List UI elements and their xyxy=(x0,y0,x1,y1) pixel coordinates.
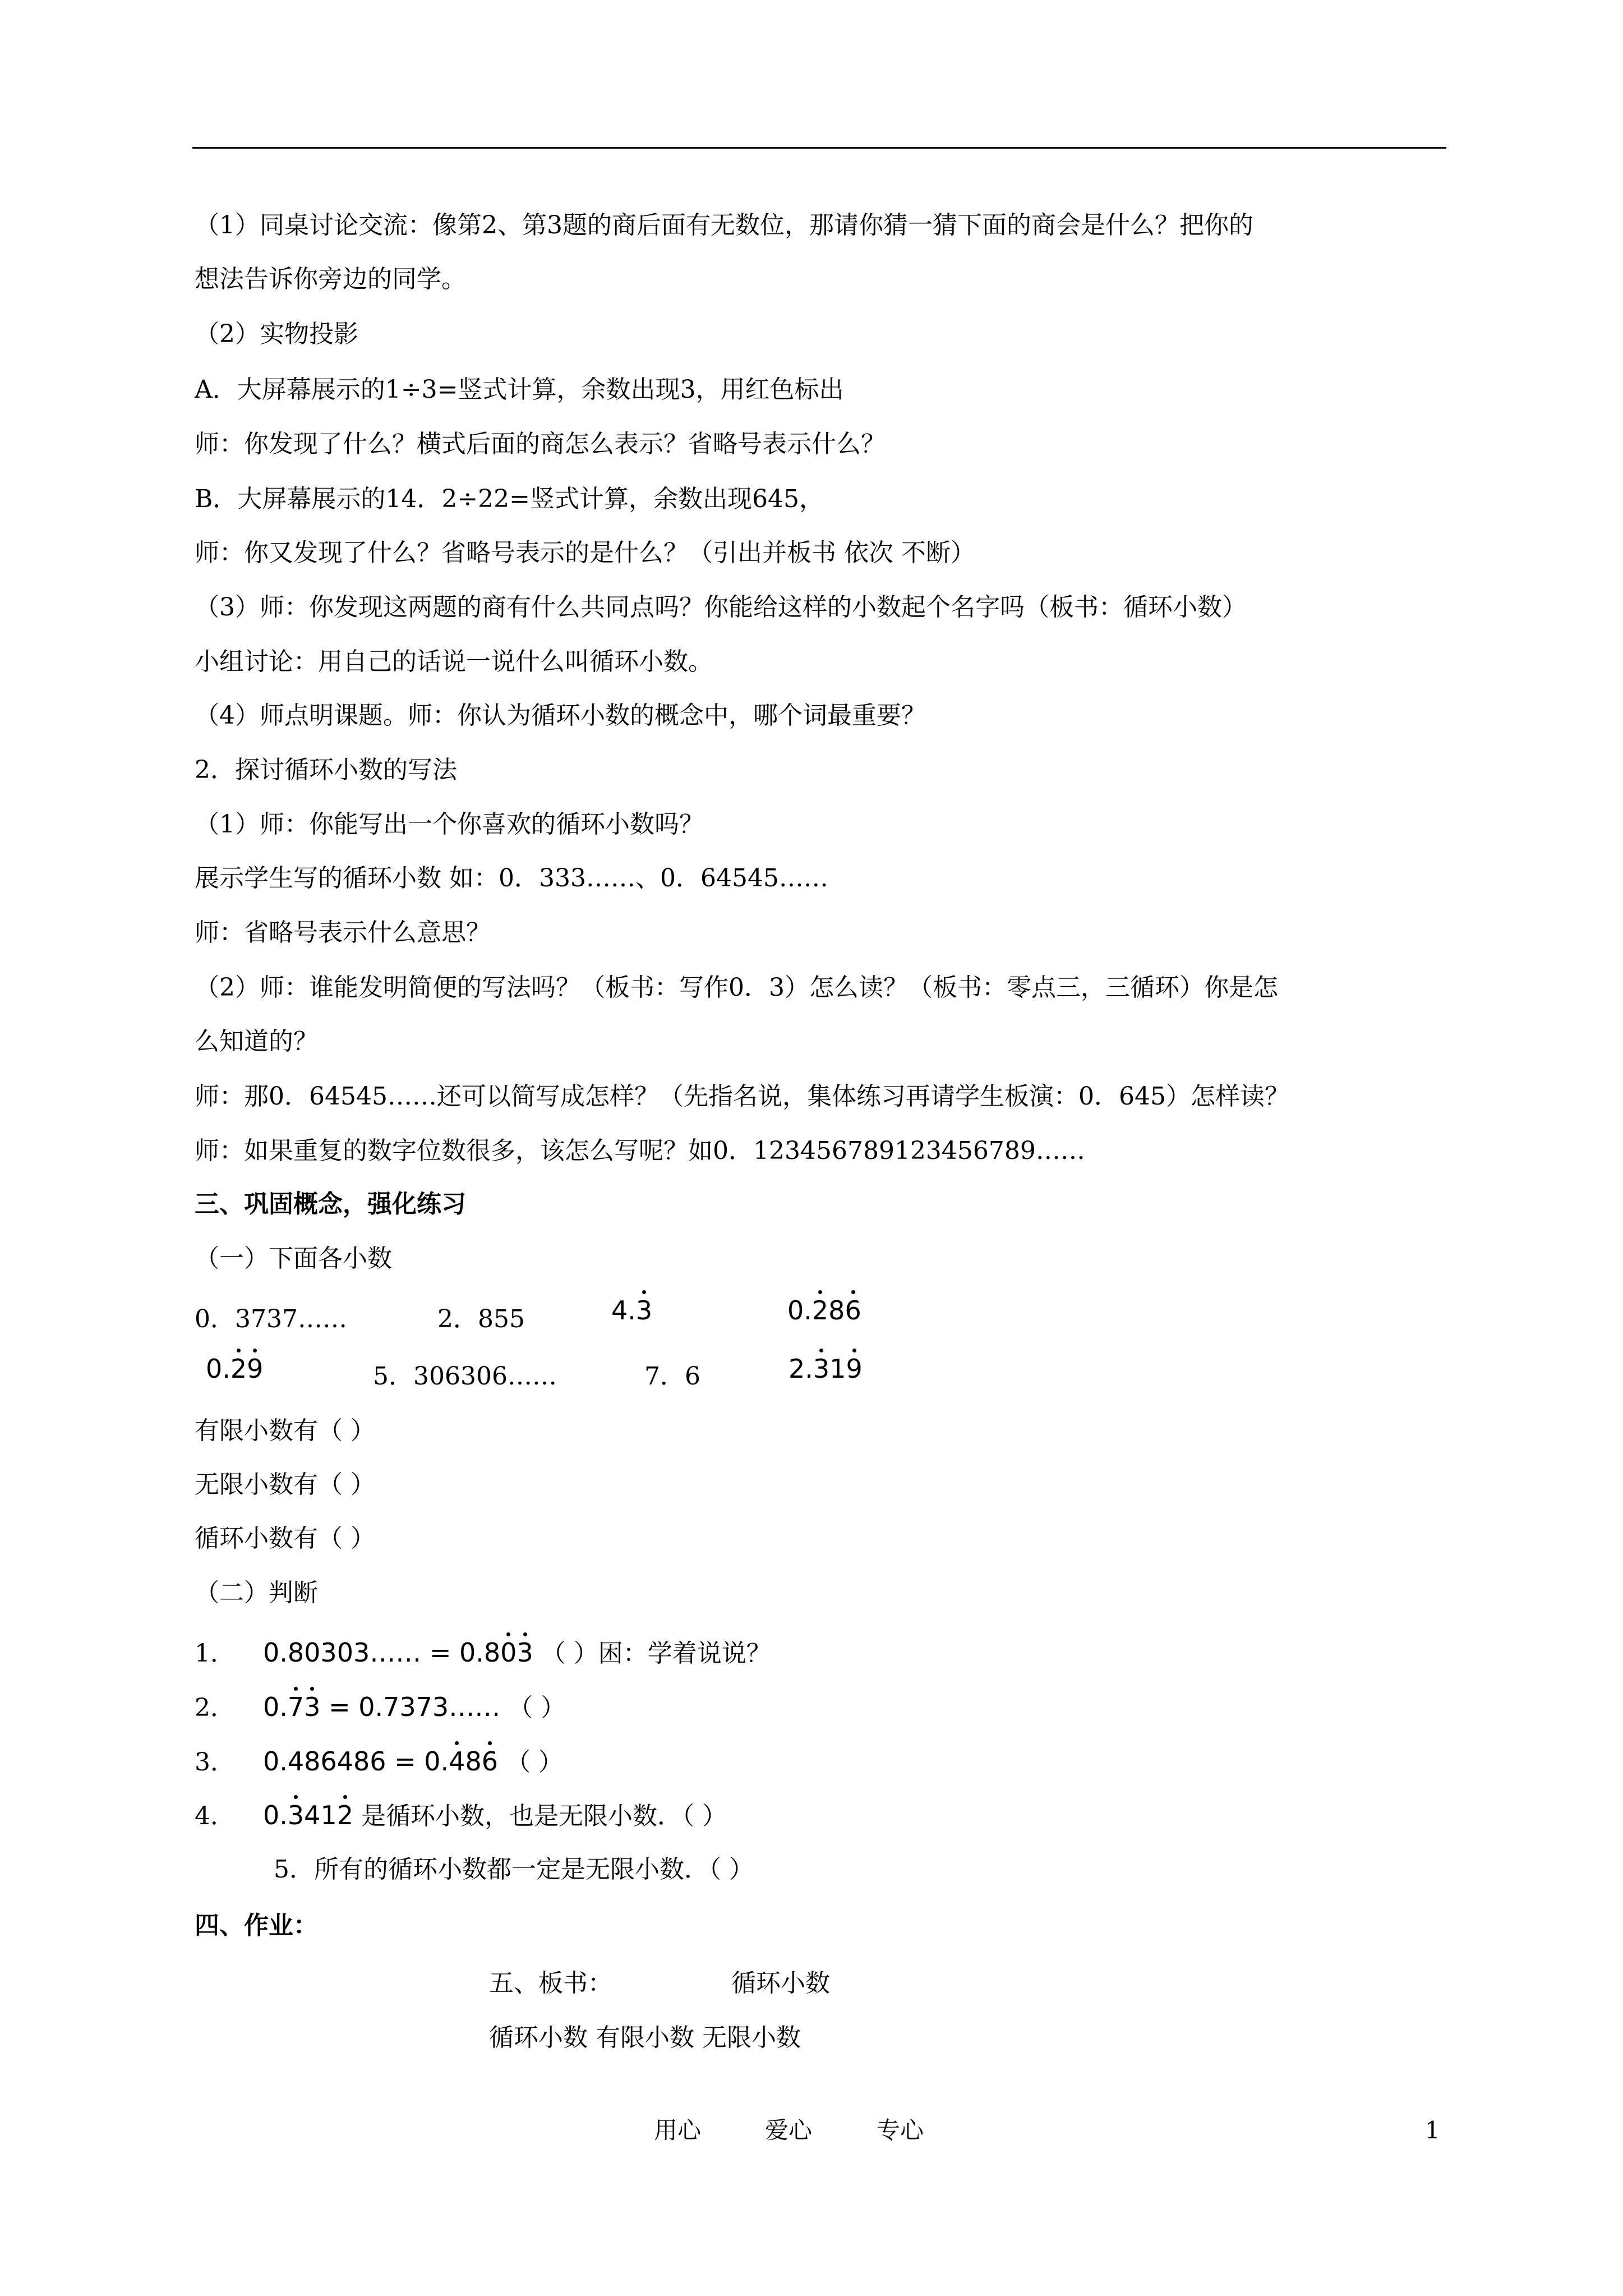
fill-blank: 有限小数有（ ） xyxy=(195,1416,375,1445)
judge-item-4 xyxy=(195,1798,727,1833)
page-number: 1 xyxy=(1425,2116,1440,2144)
number-item: 5．306306…… xyxy=(373,1362,557,1391)
judge-number: 3． xyxy=(195,1748,235,1777)
text-line: （2）师：谁能发明简便的写法吗？（板书：写作0．3）怎么读？（板书：零点三，三循环）你是怎 xyxy=(195,973,1278,1002)
judge-number: 4． xyxy=(195,1802,235,1830)
judge-text: （ ） xyxy=(508,1694,566,1722)
text-line: A．大屏幕展示的1÷3=竖式计算，余数出现3，用红色标出 xyxy=(195,375,844,404)
text-line: B．大屏幕展示的14．2÷22=竖式计算，余数出现645， xyxy=(195,485,824,513)
fill-blank: 无限小数有（ ） xyxy=(195,1470,375,1499)
judge-item-2 xyxy=(195,1690,565,1725)
judge-item-1 xyxy=(195,1636,771,1671)
number-item: 4.3 xyxy=(611,1294,652,1327)
judge-expression: 0.3412 xyxy=(263,1800,353,1830)
judge-item-5: 5．所有的循环小数都一定是无限小数．（ ） xyxy=(274,1855,754,1884)
number-item: 2．855 xyxy=(437,1305,525,1333)
text-line: 想法告诉你旁边的同学。 xyxy=(195,265,466,293)
number-item: 0.29 xyxy=(206,1352,263,1386)
footer-motto-2: 爱心 xyxy=(765,2116,813,2144)
judge-text: （ ）困：学着说说？ xyxy=(541,1639,771,1668)
text-line: 师：那0．64545……还可以简写成怎样？（先指名说，集体练习再请学生板演：0．645）怎样读？ xyxy=(195,1082,1289,1111)
text-line: 2．探讨循环小数的写法 xyxy=(195,756,457,784)
fill-blank: 循环小数有（ ） xyxy=(195,1524,375,1553)
judge-expression: 0.486486 = 0.486 xyxy=(263,1746,498,1777)
board-items: 循环小数 有限小数 无限小数 xyxy=(489,2023,801,2052)
judge-text: （ ） xyxy=(506,1748,564,1777)
text-line: 师：你又发现了什么？省略号表示的是什么？（引出并板书 依次 不断） xyxy=(195,539,975,567)
text-line: 师：如果重复的数字位数很多，该怎么写呢？如0．123456789123456789…… xyxy=(195,1137,1085,1165)
text-line: 小组讨论：用自己的话说一说什么叫循环小数。 xyxy=(195,647,713,676)
board-heading: 循环小数 xyxy=(731,1969,830,1998)
text-line: 师：你发现了什么？横式后面的商怎么表示？省略号表示什么？ xyxy=(195,430,886,458)
header-rule xyxy=(192,147,1446,149)
text-line: （2）实物投影 xyxy=(195,320,358,348)
footer-motto-1: 用心 xyxy=(654,2116,702,2144)
text-line: （1）师：你能写出一个你喜欢的循环小数吗？ xyxy=(195,810,704,839)
footer-motto-3: 专心 xyxy=(877,2116,924,2144)
text-line: 么知道的？ xyxy=(195,1027,318,1056)
number-item: 7．6 xyxy=(644,1362,700,1391)
number-item: 0.286 xyxy=(787,1294,861,1327)
judge-expression: 0.73 = 0.7373…… xyxy=(263,1692,500,1722)
text-line: （1）同桌讨论交流：像第2、第3题的商后面有无数位，那请你猜一猜下面的商会是什么？把你的 xyxy=(195,211,1253,240)
part-2-heading: （二）判断 xyxy=(195,1579,318,1607)
section-3-heading: 三、巩固概念，强化练习 xyxy=(195,1190,466,1218)
number-item: 0．3737…… xyxy=(195,1305,347,1333)
judge-item-3 xyxy=(195,1745,563,1779)
text-line: 展示学生写的循环小数 如：0．333……、0．64545…… xyxy=(195,864,828,892)
text-line: （3）师：你发现这两题的商有什么共同点吗？你能给这样的小数起个名字吗（板书：循环小数） xyxy=(195,593,1247,622)
judge-number: 2． xyxy=(195,1694,235,1722)
text-line: （4）师点明课题。师：你认为循环小数的概念中，哪个词最重要？ xyxy=(195,701,926,730)
text-line: 师：省略号表示什么意思？ xyxy=(195,918,491,947)
judge-text: 是循环小数，也是无限小数．（ ） xyxy=(361,1802,727,1830)
board-label: 五、板书： xyxy=(489,1969,612,1998)
section-4-heading: 四、作业： xyxy=(195,1911,318,1940)
part-1-heading: （一）下面各小数 xyxy=(195,1244,392,1273)
number-item: 2.319 xyxy=(789,1352,863,1386)
judge-number: 1． xyxy=(195,1639,235,1668)
judge-expression: 0.80303…… = 0.803 xyxy=(263,1637,533,1668)
